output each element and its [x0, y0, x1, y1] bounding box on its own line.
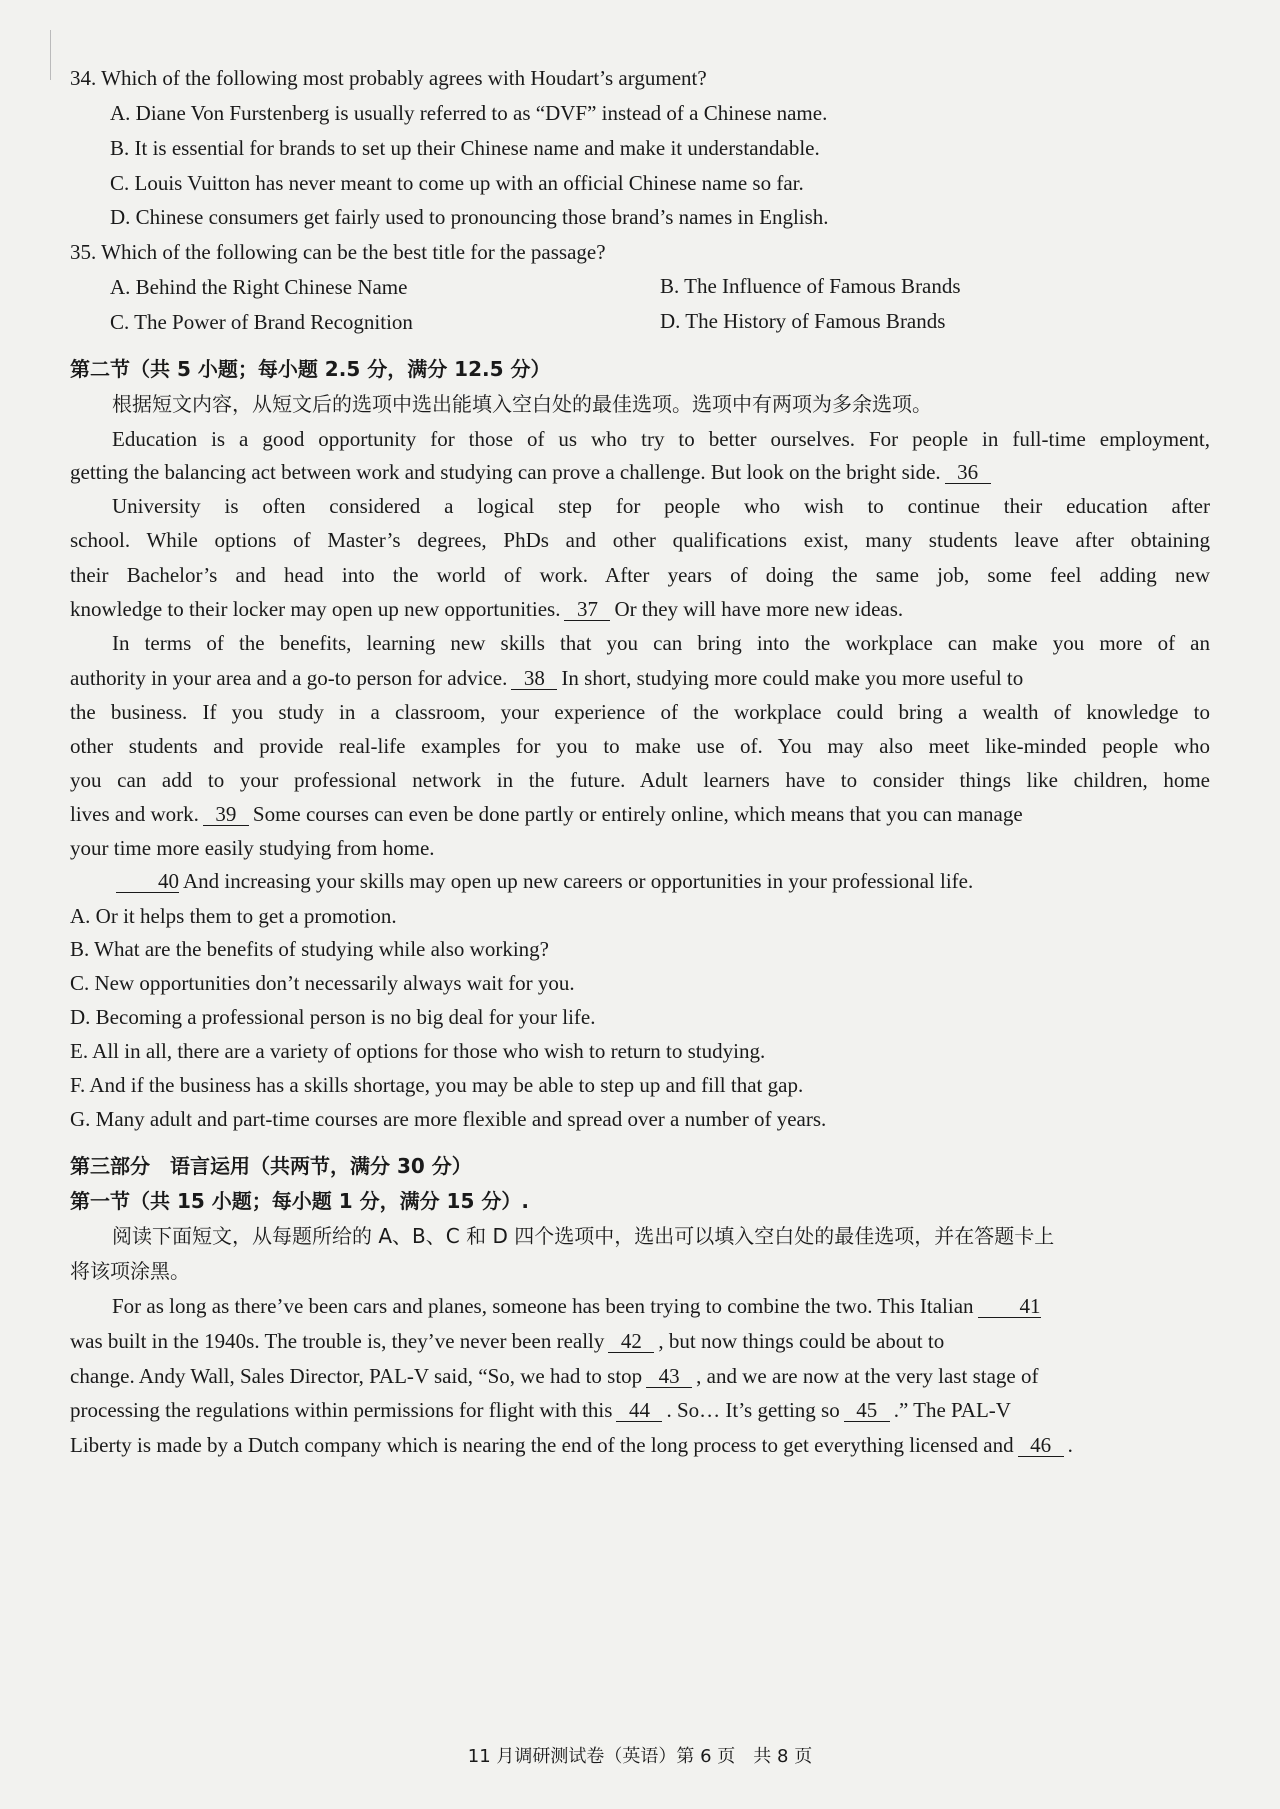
q35-option-b: B. The Influence of Famous Brands	[660, 274, 961, 298]
passage-text: And increasing your skills may open up new careers or opportunities in your professional life.	[183, 869, 974, 893]
blank-38: 38	[511, 667, 557, 690]
passage-line: University is often considered a logical step for people who wish to continue their education after	[112, 494, 1210, 518]
part3-sub-heading: 第一节（共 15 小题；每小题 1 分，满分 15 分）.	[70, 1189, 529, 1213]
passage-text: getting the balancing act between work and studying can prove a challenge. But look on the bright side.	[70, 460, 941, 484]
margin-mark	[50, 30, 51, 80]
passage-line: Education is a good opportunity for those of us who try to better ourselves. For people in full-time employment,	[112, 427, 1210, 451]
q34-option-a: A. Diane Von Furstenberg is usually referred to as “DVF” instead of a Chinese name.	[110, 101, 828, 125]
passage-line	[70, 457, 1210, 487]
passage-line	[70, 1361, 1210, 1391]
q34-option-c: C. Louis Vuitton has never meant to come up with an official Chinese name so far.	[110, 171, 804, 195]
blank-37: 37	[564, 598, 610, 621]
passage-text: For as long as there’ve been cars and planes, someone has been trying to combine the two. This Italian	[112, 1294, 974, 1318]
part3-heading: 第三部分 语言运用（共两节，满分 30 分）	[70, 1154, 472, 1178]
blank-39: 39	[203, 803, 249, 826]
option-c: C. New opportunities don’t necessarily always wait for you.	[70, 971, 575, 995]
passage-text: , but now things could be about to	[658, 1329, 945, 1353]
passage-text: , and we are now at the very last stage of	[696, 1364, 1039, 1388]
passage-line	[70, 594, 1210, 624]
passage-text: lives and work.	[70, 802, 199, 826]
passage-text: In short, studying more could make you more useful to	[561, 666, 1024, 690]
q34-option-b: B. It is essential for brands to set up their Chinese name and make it understandable.	[110, 136, 820, 160]
passage-line: you can add to your professional network in the future. Adult learners have to consider things like children, home	[70, 768, 1210, 792]
passage-text: Or they will have more new ideas.	[614, 597, 904, 621]
passage-line	[70, 1430, 1210, 1460]
passage-text: change. Andy Wall, Sales Director, PAL-V said, “So, we had to stop	[70, 1364, 643, 1388]
blank-40: 40	[116, 870, 179, 893]
blank-36: 36	[945, 461, 991, 484]
passage-line: the business. If you study in a classroom, your experience of the workplace could bring a wealth of knowledge to	[70, 700, 1210, 724]
option-f: F. And if the business has a skills shortage, you may be able to step up and fill that gap.	[70, 1073, 804, 1097]
page-footer: 11 月调研测试卷（英语）第 6 页 共 8 页	[467, 1746, 813, 1767]
passage-line	[70, 1291, 1210, 1321]
option-b: B. What are the benefits of studying while also working?	[70, 937, 550, 961]
q35-stem: 35. Which of the following can be the best title for the passage?	[70, 240, 606, 264]
passage-line	[70, 799, 1210, 829]
blank-46: 46	[1018, 1434, 1064, 1457]
q34-option-d: D. Chinese consumers get fairly used to pronouncing those brand’s names in English.	[110, 205, 829, 229]
passage-line: your time more easily studying from home.	[70, 836, 435, 860]
passage-text: knowledge to their locker may open up new opportunities.	[70, 597, 561, 621]
passage-line	[70, 1326, 1210, 1356]
option-g: G. Many adult and part-time courses are more flexible and spread over a number of years.	[70, 1107, 827, 1131]
passage-text: Liberty is made by a Dutch company which is nearing the end of the long process to get everything licensed and	[70, 1433, 1014, 1457]
passage-text: authority in your area and a go-to person for advice.	[70, 666, 508, 690]
part3-instruction-cont: 将该项涂黑。	[70, 1259, 190, 1283]
passage-line	[70, 1395, 1210, 1425]
section2-heading: 第二节（共 5 小题；每小题 2.5 分，满分 12.5 分）	[70, 357, 551, 381]
blank-44: 44	[616, 1399, 662, 1422]
q35-option-a: A. Behind the Right Chinese Name	[110, 275, 408, 299]
passage-line	[70, 663, 1210, 693]
passage-line: their Bachelor’s and head into the world of work. After years of doing the same job, some feel adding new	[70, 563, 1210, 587]
option-e: E. All in all, there are a variety of options for those who wish to return to studying.	[70, 1039, 766, 1063]
blank-45: 45	[844, 1399, 890, 1422]
passage-text: .” The PAL-V	[893, 1398, 1011, 1422]
passage-text: Some courses can even be done partly or entirely online, which means that you can manage	[252, 802, 1023, 826]
section2-instruction: 根据短文内容，从短文后的选项中选出能填入空白处的最佳选项。选项中有两项为多余选项。	[112, 392, 932, 416]
blank-43: 43	[646, 1365, 692, 1388]
blank-41: 41	[978, 1295, 1041, 1318]
option-a: A. Or it helps them to get a promotion.	[70, 904, 397, 928]
passage-text: was built in the 1940s. The trouble is, they’ve never been really	[70, 1329, 605, 1353]
passage-text: . So… It’s getting so	[666, 1398, 840, 1422]
passage-line: other students and provide real-life examples for you to make use of. You may also meet like-minded people who	[70, 734, 1210, 758]
passage-line: In terms of the benefits, learning new skills that you can bring into the workplace can make you more of an	[112, 631, 1210, 655]
passage-line: school. While options of Master’s degrees, PhDs and other qualifications exist, many students leave after obtaining	[70, 528, 1210, 552]
passage-text: processing the regulations within permissions for flight with this	[70, 1398, 613, 1422]
q35-option-d: D. The History of Famous Brands	[660, 309, 946, 333]
passage-line	[70, 866, 1210, 896]
option-d: D. Becoming a professional person is no big deal for your life.	[70, 1005, 596, 1029]
part3-instruction: 阅读下面短文，从每题所给的 A、B、C 和 D 四个选项中，选出可以填入空白处的最佳选项，并在答题卡上	[112, 1224, 1055, 1248]
q35-option-c: C. The Power of Brand Recognition	[110, 310, 413, 334]
blank-42: 42	[608, 1330, 654, 1353]
q34-stem: 34. Which of the following most probably agrees with Houdart’s argument?	[70, 66, 707, 90]
passage-text: .	[1067, 1433, 1073, 1457]
